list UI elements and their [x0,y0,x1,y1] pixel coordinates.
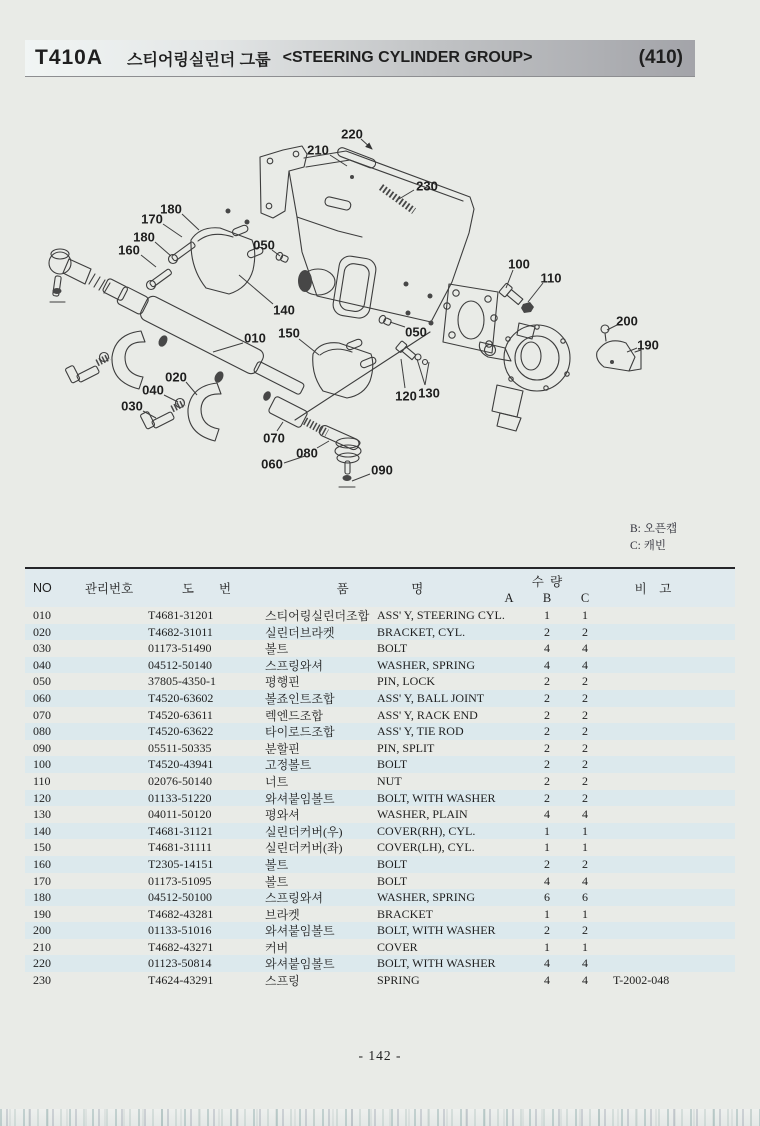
page-number: - 142 - [358,1048,402,1063]
cell-name-english: WASHER, SPRING [377,657,476,672]
table-row [25,790,735,807]
cell-drawing-number: T4520-63611 [148,707,213,722]
scan-noise-strip [0,1109,760,1126]
legend-line-cabin: C: 캐빈 [630,540,666,552]
part-callout-080: 080 [296,445,318,461]
cell-ref-no: 030 [33,641,51,656]
cell-drawing-number: 01133-51016 [148,923,212,938]
header-band [25,40,695,77]
cell-qty-b: 2 [544,740,550,755]
variant-legend [630,521,677,555]
cell-qty-c: 4 [582,807,588,822]
part-callout-090: 090 [371,462,393,478]
cell-qty-b: 4 [544,956,550,971]
cell-qty-b: 4 [544,657,550,672]
cell-name-korean: 볼트 [265,642,289,657]
cell-ref-no: 170 [33,873,51,888]
cell-ref-no: 190 [33,906,51,921]
cell-drawing-number: 04011-50120 [148,807,212,822]
part-callout-230: 230 [416,178,438,194]
cell-drawing-number: 01173-51490 [148,641,212,656]
cell-name-english: COVER(RH), CYL. [377,823,476,838]
page-code: T410A [35,46,104,69]
cell-name-korean: 평와셔 [265,808,300,823]
cell-name-english: BRACKET, CYL. [377,624,466,639]
cell-qty-b: 1 [544,823,550,838]
table-row [25,624,735,641]
cell-ref-no: 040 [33,657,51,672]
cell-drawing-number: 37805-4350-1 [148,674,216,689]
cell-qty-b: 2 [544,707,550,722]
cell-ref-no: 080 [33,724,51,739]
part-callout-060: 060 [261,456,283,472]
table-row [25,823,735,840]
cell-drawing-number: 01123-50814 [148,956,212,971]
table-row [25,806,735,823]
cell-name-korean: 와셔붙임볼트 [265,957,335,972]
table-row [25,673,735,690]
cell-drawing-number: T4681-31201 [148,608,214,622]
cell-drawing-number: 01173-51095 [148,873,212,888]
callout-layer [118,127,659,482]
table-row [25,955,735,972]
part-callout-010: 010 [244,330,266,346]
cell-drawing-number: 05511-50335 [148,740,212,755]
exploded-parts-diagram [0,110,760,520]
cell-qty-c: 4 [582,873,588,888]
cell-name-korean: 평행핀 [265,675,300,690]
cell-drawing-number: T2305-14151 [148,856,214,871]
col-header-part-name: 품 명 [336,582,424,596]
cell-name-korean: 스프링와셔 [265,891,323,906]
cell-name-korean: 커버 [265,940,289,955]
cell-drawing-number: T4624-43291 [148,973,214,988]
table-row [25,839,735,856]
col-header-quantity: 수 량 [531,575,563,589]
cell-qty-b: 2 [544,790,550,805]
cell-drawing-number: T4681-31121 [148,823,213,838]
cell-ref-no: 090 [33,740,51,755]
part-callout-050: 050 [253,237,275,253]
table-row [25,756,735,773]
table-header [25,569,735,607]
cell-ref-no: 060 [33,690,51,705]
cell-name-english: WASHER, SPRING [377,890,476,905]
part-callout-120: 120 [395,388,417,404]
table-row [25,922,735,939]
callout-leader-line [425,362,429,385]
cell-name-english: COVER(LH), CYL. [377,840,475,855]
part-callout-160: 160 [118,242,140,258]
part-callout-040: 040 [142,382,164,398]
cell-qty-c: 2 [582,757,588,772]
cell-name-english: ASS' Y, BALL JOINT [377,690,485,705]
legend-line-open-cab: B: 오픈캡 [630,523,678,535]
cell-ref-no: 150 [33,840,51,855]
callout-leader-line [299,339,319,355]
callout-leader-line [213,343,243,352]
callout-leader-line [417,359,425,385]
cell-name-korean: 너트 [265,774,289,789]
cell-qty-c: 2 [582,624,588,639]
callout-leader-line [390,322,405,327]
cell-qty-c: 1 [582,939,588,954]
cell-ref-no: 140 [33,823,51,838]
part-callout-190: 190 [637,337,659,353]
col-header-no: NO [33,581,52,595]
cell-qty-b: 2 [544,856,550,871]
cell-name-korean: 타이로드조합 [265,725,335,740]
table-row [25,939,735,956]
cell-qty-c: 2 [582,923,588,938]
cell-name-korean: 볼트 [265,874,289,889]
cell-drawing-number: T4520-63622 [148,724,214,739]
cell-qty-c: 1 [582,906,588,921]
table-row [25,906,735,923]
cell-qty-c: 2 [582,724,588,739]
cell-qty-c: 4 [582,956,588,971]
part-callout-020: 020 [165,369,187,385]
part-callout-210: 210 [307,142,329,158]
part-callout-030: 030 [121,398,143,414]
cell-drawing-number: T4682-43271 [148,939,214,954]
cell-name-english: BOLT [377,641,408,656]
cell-qty-b: 1 [544,939,550,954]
page-title-english: <STEERING CYLINDER GROUP> [282,49,533,66]
part-callout-140: 140 [273,302,295,318]
cell-qty-b: 1 [544,608,550,622]
col-header-qty-a: A [504,591,514,605]
cell-qty-c: 2 [582,773,588,788]
part-callout-130: 130 [418,385,440,401]
cell-drawing-number: 04512-50140 [148,657,212,672]
cell-name-korean: 실린더브라켓 [265,625,335,640]
cell-name-english: NUT [377,773,402,788]
cell-name-english: BOLT, WITH WASHER [377,956,496,971]
table-row [25,657,735,674]
cell-name-korean: 분할핀 [265,741,300,756]
col-header-drawing-number: 도 번 [181,582,232,596]
cell-name-english: WASHER, PLAIN [377,807,468,822]
cell-qty-b: 2 [544,757,550,772]
cell-name-english: BOLT [377,873,408,888]
cell-ref-no: 220 [33,956,51,971]
cell-name-korean: 와셔붙임볼트 [265,924,335,939]
cell-name-korean: 와셔붙임볼트 [265,791,335,806]
cell-name-korean: 실린더커버(우) [265,824,343,839]
cell-ref-no: 100 [33,757,51,772]
col-header-remark: 비 고 [634,582,672,596]
cell-name-korean: 실린더커버(좌) [265,841,343,856]
cell-ref-no: 050 [33,674,51,689]
callout-leader-line [155,242,171,256]
cell-name-english: BOLT [377,856,408,871]
part-callout-110: 110 [540,270,562,286]
cell-qty-c: 1 [582,608,588,622]
cell-qty-b: 4 [544,641,550,656]
cell-qty-b: 4 [544,807,550,822]
cell-qty-b: 2 [544,674,550,689]
cell-name-korean: 브라켓 [265,907,300,922]
cell-qty-b: 2 [544,773,550,788]
page-title-korean: 스티어링실린더 그룹 [127,51,271,69]
cell-name-english: ASS' Y, STEERING CYL. [377,608,505,622]
cell-qty-c: 2 [582,674,588,689]
callout-leader-line [163,224,182,237]
cell-drawing-number: 01133-51220 [148,790,212,805]
callout-leader-line [399,190,414,199]
cell-qty-c: 2 [582,790,588,805]
col-header-qty-c: C [580,591,590,605]
cell-ref-no: 230 [33,973,51,988]
cell-name-korean: 볼죠인트조합 [265,691,335,706]
callout-leader-line [182,214,199,230]
cell-name-english: PIN, LOCK [377,674,436,689]
cell-qty-c: 4 [582,641,588,656]
cell-qty-c: 1 [582,840,588,855]
cell-qty-c: 2 [582,707,588,722]
cell-name-korean: 스티어링실린더조합 [265,609,370,623]
cell-name-korean: 스프링 [265,974,300,989]
part-callout-200: 200 [616,313,638,329]
cell-ref-no: 210 [33,939,51,954]
cell-drawing-number: T4520-43941 [148,757,214,772]
table-row [25,607,735,624]
callout-leader-line [528,283,543,302]
cell-ref-no: 020 [33,624,51,639]
callout-leader-line [143,411,156,418]
cell-qty-c: 6 [582,890,588,905]
table-row [25,972,735,989]
parts-table [25,567,735,989]
cell-name-korean: 볼트 [265,857,289,872]
cell-ref-no: 010 [33,608,51,622]
cell-name-korean: 스프링와셔 [265,658,323,673]
part-callout-070: 070 [263,430,285,446]
callout-leader-line [352,474,370,481]
cell-qty-b: 2 [544,624,550,639]
part-callout-180: 180 [133,229,155,245]
table-row [25,740,735,757]
cell-qty-c: 2 [582,690,588,705]
col-header-qty-b: B [542,591,552,605]
table-row [25,889,735,906]
cell-drawing-number: T4682-31011 [148,624,213,639]
cell-ref-no: 180 [33,890,51,905]
cell-drawing-number: T4682-43281 [148,906,214,921]
cell-name-english: ASS' Y, RACK END [377,707,478,722]
cell-qty-b: 2 [544,690,550,705]
cell-qty-c: 1 [582,823,588,838]
callout-leader-line [401,359,405,388]
cell-qty-b: 1 [544,906,550,921]
cell-qty-c: 4 [582,657,588,672]
cell-qty-c: 2 [582,856,588,871]
cell-drawing-number: 04512-50100 [148,890,212,905]
cell-qty-b: 6 [544,890,550,905]
cell-ref-no: 070 [33,707,51,722]
part-callout-100: 100 [508,256,530,272]
part-callout-170: 170 [141,211,163,227]
cell-ref-no: 130 [33,807,51,822]
cell-qty-b: 1 [544,840,550,855]
cell-name-english: BOLT, WITH WASHER [377,923,496,938]
cell-qty-b: 2 [544,724,550,739]
cell-ref-no: 200 [33,923,51,938]
callout-leader-line [239,275,273,304]
cell-name-korean: 렉엔드조합 [265,708,323,723]
part-callout-180: 180 [160,201,182,217]
cell-drawing-number: T4520-63602 [148,690,214,705]
table-row [25,640,735,657]
table-body [25,607,735,989]
cell-qty-c: 4 [582,973,588,988]
table-row [25,690,735,707]
table-row [25,773,735,790]
cell-drawing-number: T4681-31111 [148,840,212,855]
cell-name-english: COVER [377,939,418,954]
section-number: (410) [638,47,683,68]
cell-qty-c: 2 [582,740,588,755]
cell-name-english: PIN, SPLIT [377,740,435,755]
table-row [25,856,735,873]
part-callout-150: 150 [278,325,300,341]
cell-qty-b: 4 [544,873,550,888]
table-row [25,873,735,890]
cell-name-english: BRACKET [377,906,434,921]
callout-leader-line [141,255,156,267]
cell-drawing-number: 02076-50140 [148,773,212,788]
cell-name-english: BOLT [377,757,408,772]
callout-leader-line [317,441,329,448]
cell-ref-no: 120 [33,790,51,805]
cell-qty-b: 4 [544,973,550,988]
part-callout-220: 220 [341,126,363,142]
cell-name-english: ASS' Y, TIE ROD [377,724,464,739]
cell-name-english: BOLT, WITH WASHER [377,790,496,805]
cell-ref-no: 160 [33,856,51,871]
part-callout-050: 050 [405,324,427,340]
col-header-mgmt-number: 관리번호 [84,582,134,596]
cell-name-korean: 고정볼트 [265,758,312,773]
cell-qty-b: 2 [544,923,550,938]
table-row [25,707,735,724]
cell-ref-no: 110 [33,773,51,788]
callout-leader-line [164,395,178,402]
cell-remark: T-2002-048 [613,973,670,988]
cell-name-english: SPRING [377,973,420,988]
callout-leader-line [186,382,197,395]
table-row [25,723,735,740]
